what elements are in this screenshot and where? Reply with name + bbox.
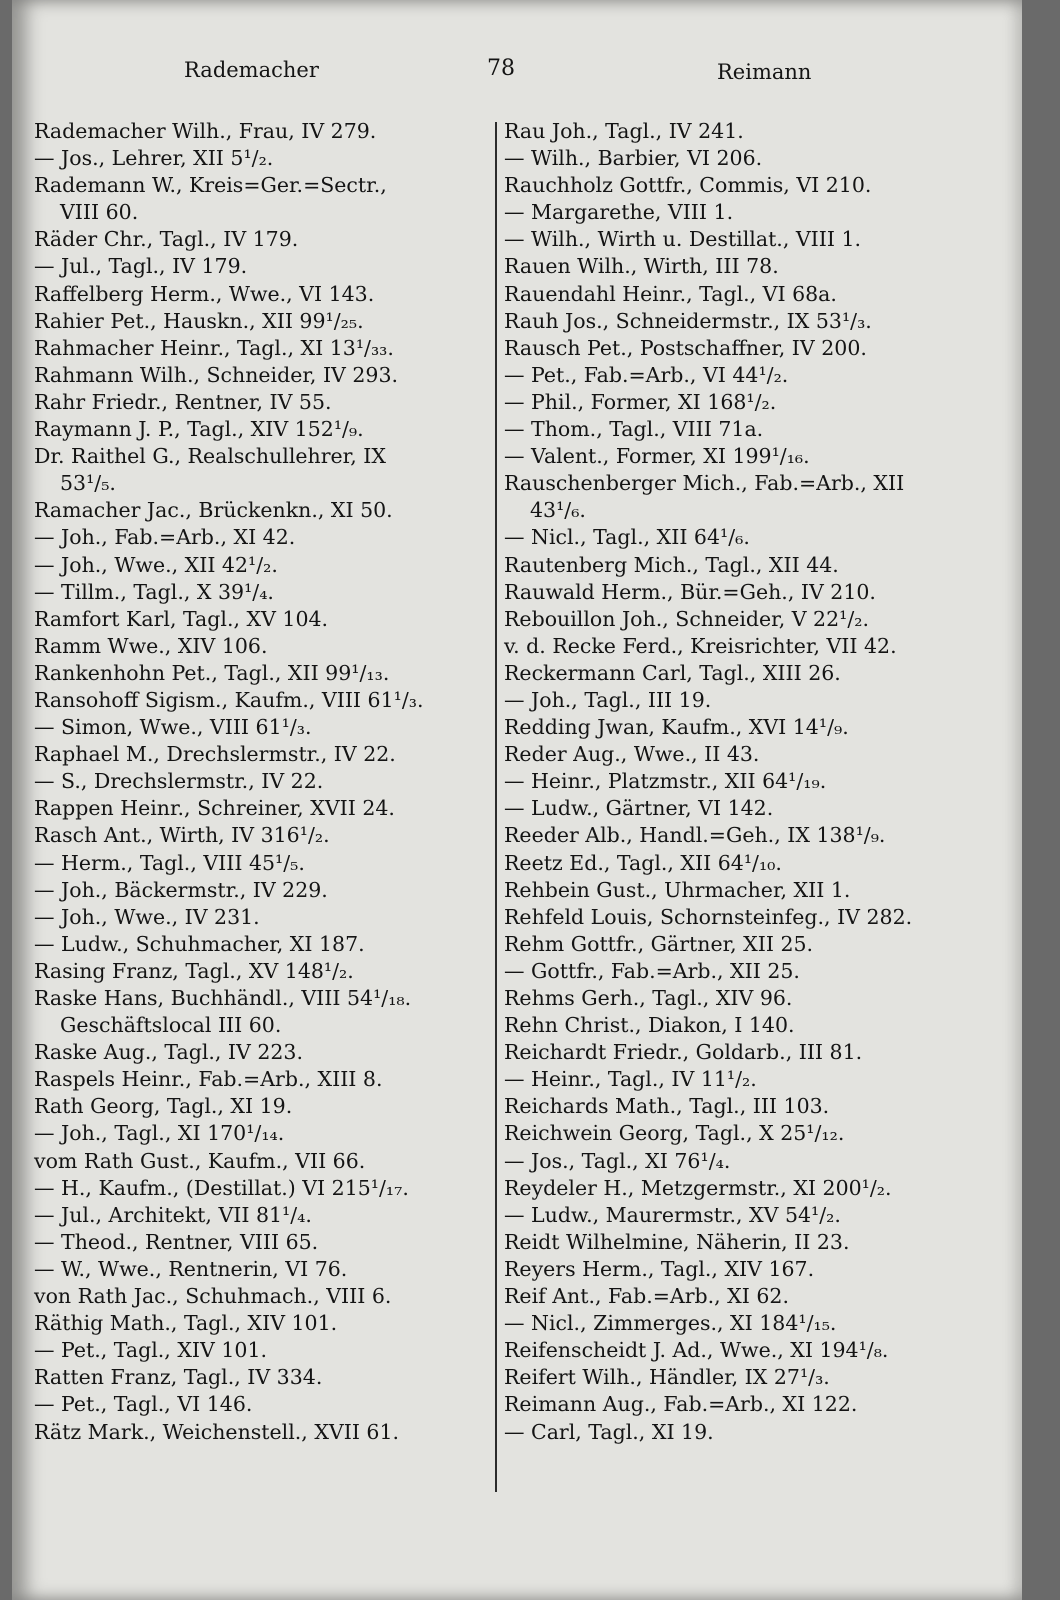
directory-entry: 43¹/₆. bbox=[530, 498, 586, 523]
directory-entry: Raspels Heinr., Fab.=Arb., XIII 8. bbox=[34, 1067, 383, 1092]
directory-entry: Reder Aug., Wwe., II 43. bbox=[504, 742, 760, 767]
directory-entry: vom Rath Gust., Kaufm., VII 66. bbox=[34, 1148, 366, 1173]
directory-entry: Reidt Wilhelmine, Näherin, II 23. bbox=[504, 1229, 850, 1254]
directory-entry: — Herm., Tagl., VIII 45¹/₅. bbox=[34, 850, 305, 875]
directory-entry: Reichards Math., Tagl., III 103. bbox=[504, 1094, 830, 1119]
directory-entry: Ramacher Jac., Brückenkn., XI 50. bbox=[34, 498, 393, 523]
directory-entry: Rau Joh., Tagl., IV 241. bbox=[504, 119, 744, 143]
directory-entry: — Ludw., Gärtner, VI 142. bbox=[504, 796, 774, 821]
directory-entry: — Nicl., Tagl., XII 64¹/₆. bbox=[504, 525, 750, 550]
directory-entry: — Valent., Former, XI 199¹/₁₆. bbox=[504, 444, 810, 469]
header-left-keyword: Rademacher bbox=[184, 58, 319, 82]
directory-entry: Dr. Raithel G., Realschullehrer, IX bbox=[34, 444, 386, 469]
directory-entry: Reichardt Friedr., Goldarb., III 81. bbox=[504, 1040, 863, 1065]
directory-entry: Rauschenberger Mich., Fab.=Arb., XII bbox=[504, 471, 905, 496]
directory-entry: Rahr Friedr., Rentner, IV 55. bbox=[34, 389, 332, 414]
directory-page bbox=[12, 0, 1022, 1600]
directory-entry: Rehm Gottfr., Gärtner, XII 25. bbox=[504, 931, 814, 956]
directory-entry: — Phil., Former, XI 168¹/₂. bbox=[504, 389, 777, 414]
directory-entry: — Joh., Wwe., XII 42¹/₂. bbox=[34, 552, 278, 577]
directory-entry: — Tillm., Tagl., X 39¹/₄. bbox=[34, 579, 274, 604]
directory-entry: Rath Georg, Tagl., XI 19. bbox=[34, 1094, 293, 1119]
directory-entry: — S., Drechslermstr., IV 22. bbox=[34, 769, 324, 794]
directory-entry: Ramm Wwe., XIV 106. bbox=[34, 633, 268, 658]
directory-entry: Rautenberg Mich., Tagl., XII 44. bbox=[504, 552, 839, 577]
directory-entry: Reydeler H., Metzgermstr., XI 200¹/₂. bbox=[504, 1175, 892, 1200]
directory-entry: Rankenhohn Pet., Tagl., XII 99¹/₁₃. bbox=[34, 660, 390, 685]
directory-entry: — Gottfr., Fab.=Arb., XII 25. bbox=[504, 958, 800, 983]
directory-entry: — Simon, Wwe., VIII 61¹/₃. bbox=[34, 715, 312, 740]
directory-entry: Rasch Ant., Wirth, IV 316¹/₂. bbox=[34, 823, 330, 848]
directory-entry: — Jul., Architekt, VII 81¹/₄. bbox=[34, 1202, 312, 1227]
directory-entry: — Jos., Lehrer, XII 5¹/₂. bbox=[34, 146, 274, 171]
directory-entry: Raffelberg Herm., Wwe., VI 143. bbox=[34, 281, 375, 306]
directory-entry: Rahier Pet., Hauskn., XII 99¹/₂₅. bbox=[34, 308, 364, 333]
directory-entry: Ramfort Karl, Tagl., XV 104. bbox=[34, 606, 329, 631]
directory-entry: — Jul., Tagl., IV 179. bbox=[34, 254, 248, 279]
directory-entry: v. d. Recke Ferd., Kreisrichter, VII 42. bbox=[504, 633, 897, 658]
directory-entry: — Margarethe, VIII 1. bbox=[504, 200, 734, 225]
directory-entry: Räder Chr., Tagl., IV 179. bbox=[34, 227, 299, 252]
directory-entry: — Nicl., Zimmerges., XI 184¹/₁₅. bbox=[504, 1311, 837, 1336]
directory-entry: — Thom., Tagl., VIII 71a. bbox=[504, 417, 764, 442]
directory-entry: Reifenscheidt J. Ad., Wwe., XI 194¹/₈. bbox=[504, 1338, 889, 1363]
directory-entry: Reetz Ed., Tagl., XII 64¹/₁₀. bbox=[504, 850, 782, 875]
directory-entry: Ratten Franz, Tagl., IV 334. bbox=[34, 1365, 323, 1390]
directory-entry: Rauchholz Gottfr., Commis, VI 210. bbox=[504, 173, 872, 198]
directory-entry: — H., Kaufm., (Destillat.) VI 215¹/₁₇. bbox=[34, 1175, 409, 1200]
directory-entry: — Jos., Tagl., XI 76¹/₄. bbox=[504, 1148, 731, 1173]
directory-entry: Rademann W., Kreis=Ger.=Sectr., bbox=[34, 173, 387, 198]
directory-entry: Rebouillon Joh., Schneider, V 22¹/₂. bbox=[504, 606, 869, 631]
directory-entry: — Theod., Rentner, VIII 65. bbox=[34, 1229, 319, 1254]
directory-entry: Geschäftslocal III 60. bbox=[60, 1013, 282, 1038]
directory-entry: Rappen Heinr., Schreiner, XVII 24. bbox=[34, 796, 395, 821]
directory-entry: Rehn Christ., Diakon, I 140. bbox=[504, 1013, 795, 1038]
directory-entry: Räthig Math., Tagl., XIV 101. bbox=[34, 1311, 338, 1336]
directory-entry: Raphael M., Drechslermstr., IV 22. bbox=[34, 742, 396, 767]
directory-entry: — Pet., Tagl., XIV 101. bbox=[34, 1338, 267, 1363]
directory-entry: — Carl, Tagl., XI 19. bbox=[504, 1419, 714, 1444]
directory-entry: Reif Ant., Fab.=Arb., XI 62. bbox=[504, 1284, 789, 1309]
directory-entry: Rehms Gerh., Tagl., XIV 96. bbox=[504, 986, 793, 1010]
directory-entry: 53¹/₅. bbox=[60, 471, 116, 496]
directory-entry: Rausch Pet., Postschaffner, IV 200. bbox=[504, 335, 867, 360]
directory-entry: — W., Wwe., Rentnerin, VI 76. bbox=[34, 1256, 348, 1281]
directory-entry: — Pet., Tagl., VI 146. bbox=[34, 1392, 253, 1417]
page-number: 78 bbox=[487, 56, 515, 81]
directory-entry: Rademacher Wilh., Frau, IV 279. bbox=[34, 119, 377, 143]
directory-entry: Rauh Jos., Schneidermstr., IX 53¹/₃. bbox=[504, 308, 872, 333]
directory-entry: Reeder Alb., Handl.=Geh., IX 138¹/₉. bbox=[504, 823, 886, 848]
directory-entry: Rätz Mark., Weichenstell., XVII 61. bbox=[34, 1419, 400, 1444]
directory-entry: Raske Hans, Buchhändl., VIII 54¹/₁₈. bbox=[34, 986, 412, 1010]
directory-entry: Rauen Wilh., Wirth, III 78. bbox=[504, 254, 779, 279]
directory-entry: — Joh., Tagl., XI 170¹/₁₄. bbox=[34, 1121, 285, 1146]
directory-entry: Rauwald Herm., Bür.=Geh., IV 210. bbox=[504, 579, 876, 604]
directory-entry: — Joh., Fab.=Arb., XI 42. bbox=[34, 525, 296, 550]
directory-entry: Rasing Franz, Tagl., XV 148¹/₂. bbox=[34, 958, 354, 983]
directory-entry: Redding Jwan, Kaufm., XVI 14¹/₉. bbox=[504, 715, 849, 740]
directory-entry: Rahmann Wilh., Schneider, IV 293. bbox=[34, 362, 399, 387]
left-column bbox=[34, 118, 504, 1446]
directory-entry: — Ludw., Schuhmacher, XI 187. bbox=[34, 931, 365, 956]
directory-entry: Rehbein Gust., Uhrmacher, XII 1. bbox=[504, 877, 851, 902]
right-column bbox=[504, 118, 974, 1446]
directory-entry: Raymann J. P., Tagl., XIV 152¹/₉. bbox=[34, 417, 364, 442]
directory-entry: — Heinr., Tagl., IV 11¹/₂. bbox=[504, 1067, 757, 1092]
directory-entry: — Wilh., Wirth u. Destillat., VIII 1. bbox=[504, 227, 862, 252]
directory-entry: Rehfeld Louis, Schornsteinfeg., IV 282. bbox=[504, 904, 913, 929]
directory-entry: Raske Aug., Tagl., IV 223. bbox=[34, 1040, 303, 1065]
directory-entry: — Wilh., Barbier, VI 206. bbox=[504, 146, 763, 171]
directory-entry: — Joh., Bäckermstr., IV 229. bbox=[34, 877, 328, 902]
directory-entry: Rahmacher Heinr., Tagl., XI 13¹/₃₃. bbox=[34, 335, 394, 360]
directory-entry: — Joh., Tagl., III 19. bbox=[504, 687, 712, 712]
page-header bbox=[12, 58, 1022, 98]
directory-entry: VIII 60. bbox=[60, 200, 139, 225]
directory-entry: Reimann Aug., Fab.=Arb., XI 122. bbox=[504, 1392, 858, 1417]
directory-entry: von Rath Jac., Schuhmach., VIII 6. bbox=[34, 1284, 392, 1309]
column-divider bbox=[495, 122, 497, 1492]
directory-entry: Reichwein Georg, Tagl., X 25¹/₁₂. bbox=[504, 1121, 845, 1146]
header-right-keyword: Reimann bbox=[717, 60, 812, 84]
directory-entry: Ransohoff Sigism., Kaufm., VIII 61¹/₃. bbox=[34, 687, 424, 712]
directory-entry: Reckermann Carl, Tagl., XIII 26. bbox=[504, 660, 841, 685]
directory-entry: — Heinr., Platzmstr., XII 64¹/₁₉. bbox=[504, 769, 827, 794]
directory-entry: Reyers Herm., Tagl., XIV 167. bbox=[504, 1256, 815, 1281]
directory-entry: — Joh., Wwe., IV 231. bbox=[34, 904, 260, 929]
directory-entry: — Pet., Fab.=Arb., VI 44¹/₂. bbox=[504, 362, 789, 387]
directory-entry: Reifert Wilh., Händler, IX 27¹/₃. bbox=[504, 1365, 830, 1390]
directory-entry: — Ludw., Maurermstr., XV 54¹/₂. bbox=[504, 1202, 841, 1227]
directory-entry: Rauendahl Heinr., Tagl., VI 68a. bbox=[504, 281, 837, 306]
